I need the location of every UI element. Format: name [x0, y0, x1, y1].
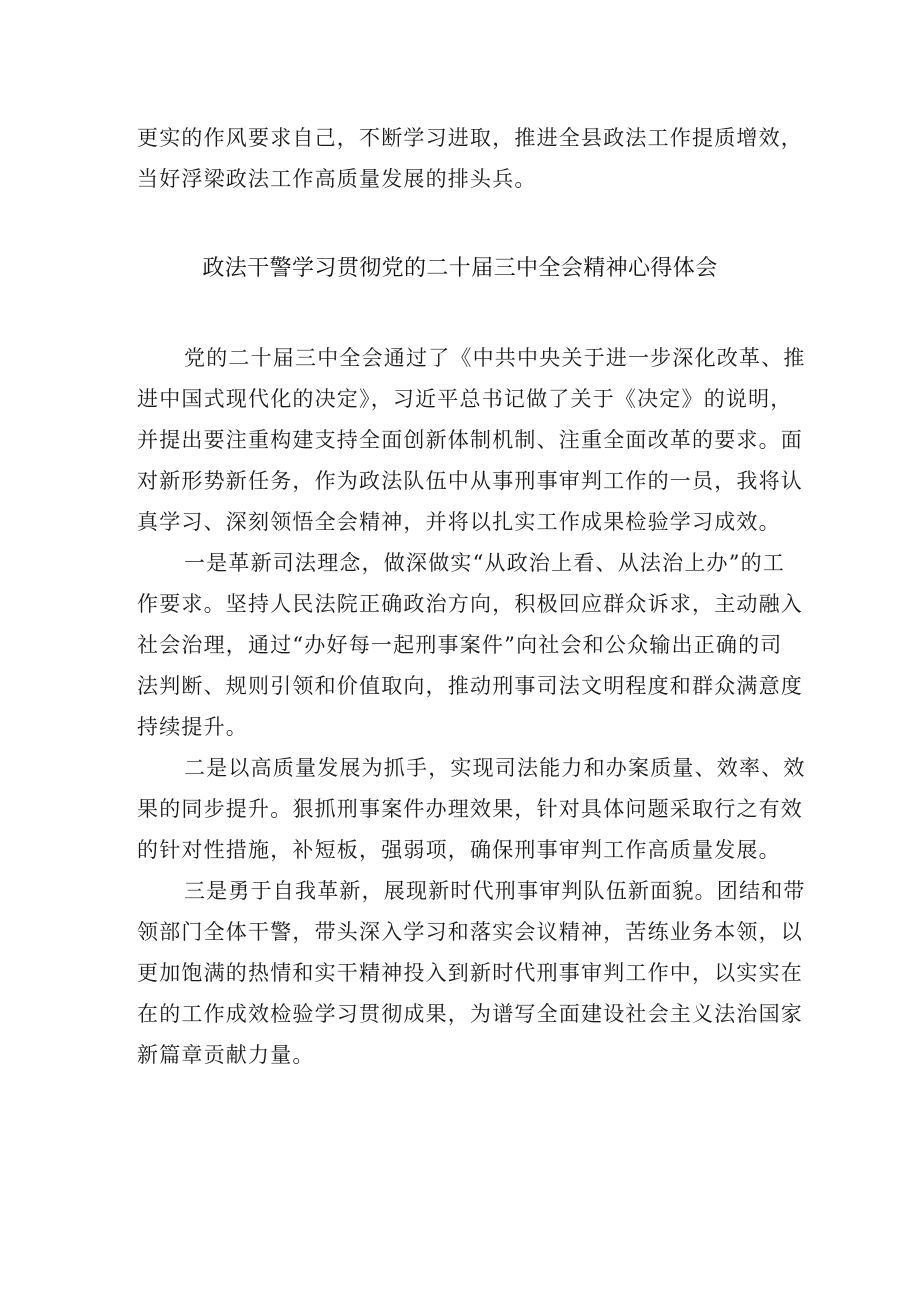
- text-line: 三是勇于自我革新，展现新时代刑事审判队伍新面貌。团结和带: [184, 879, 806, 903]
- text-line: 当好浮梁政法工作高质量发展的排头兵。: [137, 167, 537, 191]
- text-line: 一是革新司法理念，做深做实“从政治上看、从法治上办”的工: [184, 551, 786, 575]
- text-line: 对新形势新任务，作为政法队伍中从事刑事审判工作的一员，我将认: [137, 469, 803, 493]
- paragraph-3: [137, 748, 806, 871]
- paragraph-2: [137, 543, 803, 748]
- document-body: [137, 338, 806, 1076]
- paragraph-4: [137, 871, 806, 1076]
- document-title: 政法干警学习贯彻党的二十届三中全会精神心得体会: [202, 256, 718, 281]
- text-line: 更实的作风要求自己，不断学习进取，推进全县政法工作提质增效，: [137, 126, 803, 150]
- text-line: 持续提升。: [137, 715, 248, 739]
- text-line: 并提出要注重构建支持全面创新体制机制、注重全面改革的要求。面: [137, 428, 803, 452]
- text-line: 二是以高质量发展为抓手，实现司法能力和办案质量、效率、效: [184, 756, 806, 780]
- paragraph-1: [137, 338, 806, 543]
- text-line: 领部门全体干警，带头深入学习和落实会议精神，苦练业务本领，以: [137, 920, 803, 944]
- text-line: 新篇章贡献力量。: [137, 1043, 315, 1067]
- text-line: 作要求。坚持人民法院正确政治方向，积极回应群众诉求，主动融入: [137, 592, 803, 616]
- text-line: 在的工作成效检验学习贯彻成果，为谱写全面建设社会主义法治国家: [137, 1002, 803, 1026]
- text-line: 真学习、深刻领悟全会精神，并将以扎实工作成果检验学习成效。: [137, 510, 781, 534]
- text-line: 的针对性措施，补短板，强弱项，确保刑事审判工作高质量发展。: [137, 838, 781, 862]
- intro-paragraph: [137, 118, 803, 200]
- text-line: 更加饱满的热情和实干精神投入到新时代刑事审判工作中，以实实在: [137, 961, 803, 985]
- text-line: 进中国式现代化的决定》，习近平总书记做了关于《决定》的说明，: [137, 387, 793, 411]
- text-line: 法判断、规则引领和价值取向，推动刑事司法文明程度和群众满意度: [137, 674, 803, 698]
- text-line: 党的二十届三中全会通过了《中共中央关于进一步深化改革、推: [184, 346, 806, 370]
- text-line: 社会治理，通过“办好每一起刑事案件”向社会和公众输出正确的司: [137, 633, 783, 657]
- text-line: 果的同步提升。狠抓刑事案件办理效果，针对具体问题采取行之有效: [137, 797, 803, 821]
